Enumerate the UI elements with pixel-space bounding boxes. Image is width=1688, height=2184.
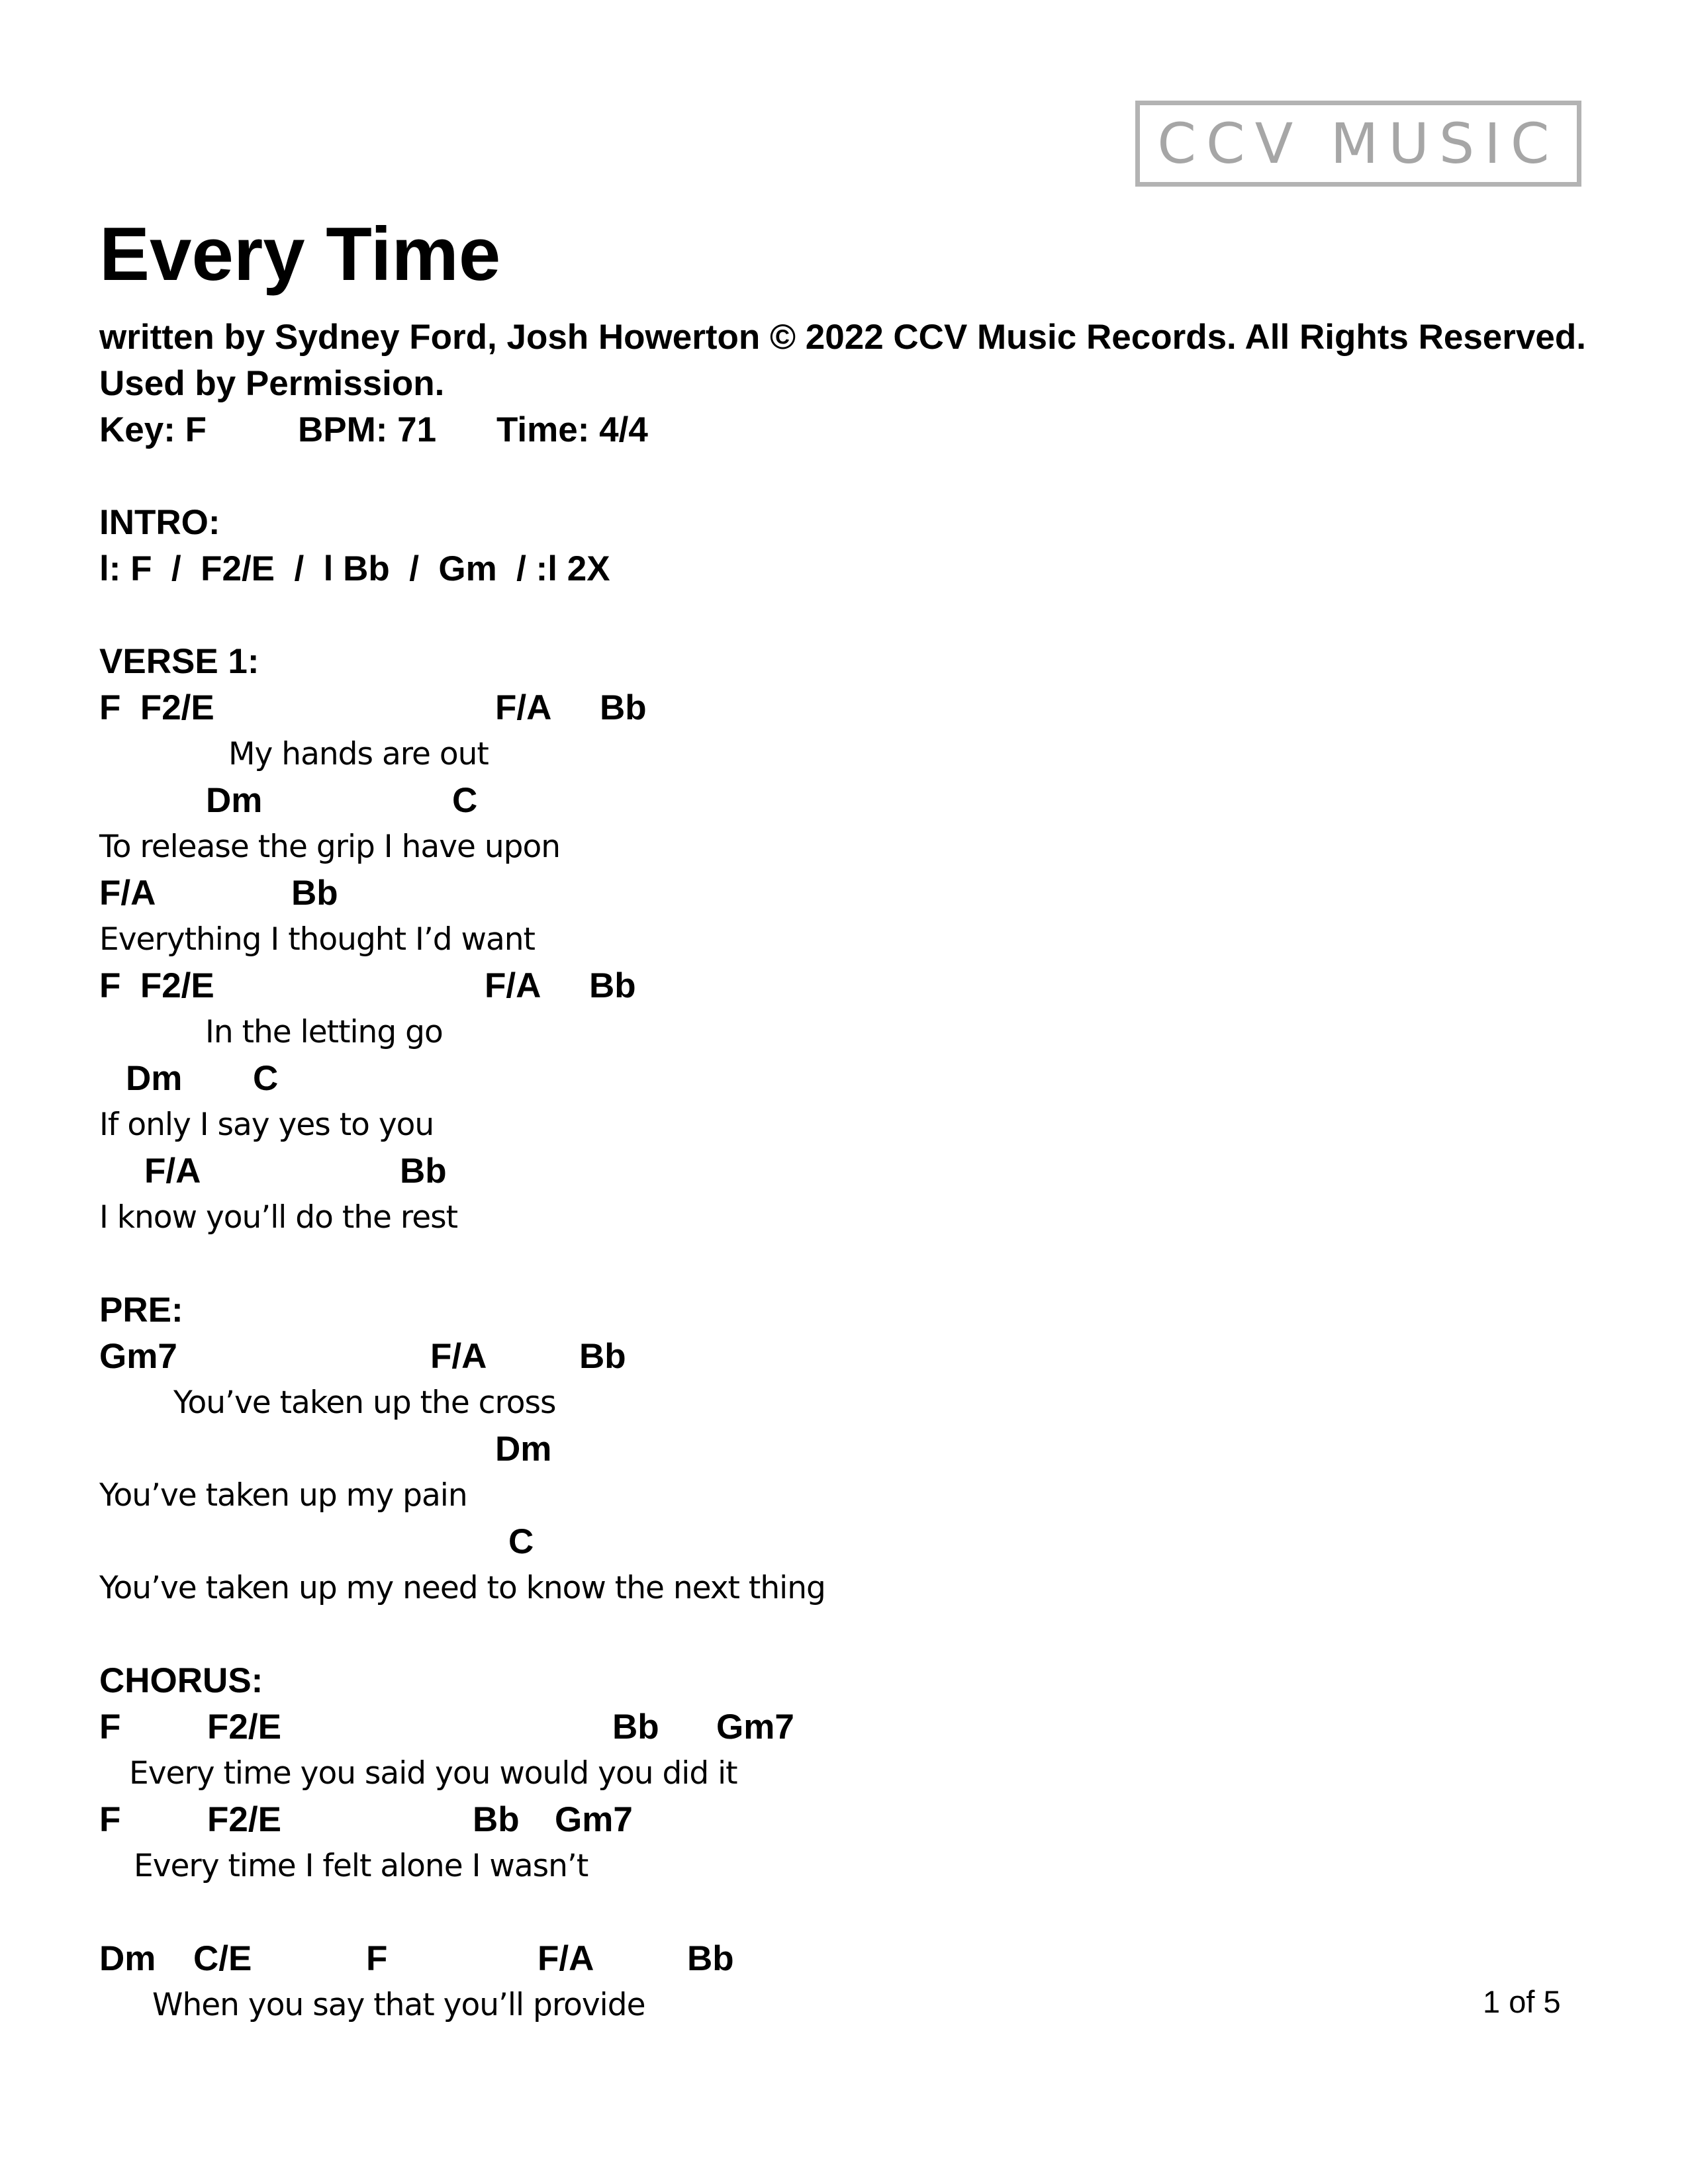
song-key: Key: F	[99, 410, 207, 449]
section-label-verse-1: VERSE 1:	[99, 642, 259, 681]
chord: Gm7	[555, 1800, 633, 1839]
chord: F F2/E	[99, 688, 214, 727]
chord: C	[253, 1059, 279, 1098]
chord: Gm7	[716, 1707, 794, 1747]
song-credits: written by Sydney Ford, Josh Howerton © 2022 CCV Music Records. All Rights Reserved. Used by Permission.	[99, 318, 1586, 403]
lyric-line: I know you’ll do the rest	[99, 1199, 458, 1236]
chord: F/A	[538, 1939, 594, 1978]
lyric-line: In the letting go	[205, 1014, 443, 1050]
chord: Bb	[579, 1337, 626, 1376]
chord: Gm7	[99, 1337, 177, 1376]
song-bpm: BPM: 71	[298, 410, 437, 449]
chord: Bb	[473, 1800, 520, 1839]
song-title: Every Time	[99, 212, 501, 296]
chord: Bb	[589, 966, 636, 1005]
lyric-line: When you say that you’ll provide	[152, 1987, 645, 2023]
chord: F2/E	[207, 1707, 281, 1747]
chord: Bb	[400, 1152, 447, 1191]
chord: F F2/E	[99, 966, 214, 1005]
lyric-line: My hands are out	[228, 736, 489, 772]
chord: F/A	[495, 688, 552, 727]
lyric-line: To release the grip I have upon	[99, 829, 561, 865]
lyric-line: Every time I felt alone I wasn’t	[134, 1848, 588, 1884]
chord: F	[99, 1707, 121, 1747]
chord: Dm	[126, 1059, 183, 1098]
page-number: 1 of 5	[1483, 1984, 1561, 2019]
chord: Bb	[612, 1707, 659, 1747]
chord: F/A	[99, 874, 156, 913]
chord: Bb	[687, 1939, 734, 1978]
chord-line: l: F / F2/E / l Bb / Gm / :l 2X	[99, 549, 610, 588]
chord: F/A	[144, 1152, 201, 1191]
chord: Bb	[600, 688, 647, 727]
chord: C	[452, 781, 478, 820]
section-label-pre: PRE:	[99, 1291, 183, 1330]
chord: F	[366, 1939, 388, 1978]
lyric-line: You’ve taken up my need to know the next thing	[99, 1570, 825, 1606]
lyric-line: You’ve taken up the cross	[173, 1385, 556, 1421]
chord: F/A	[430, 1337, 487, 1376]
chord: Dm	[99, 1939, 156, 1978]
chord: Bb	[291, 874, 338, 913]
section-label-intro: INTRO:	[99, 503, 220, 542]
chord: F	[99, 1800, 121, 1839]
lyric-line: Everything I thought I’d want	[99, 921, 535, 958]
chord: Dm	[495, 1430, 552, 1469]
chord: C	[508, 1522, 534, 1561]
lyric-line: You’ve taken up my pain	[99, 1477, 467, 1514]
ccv-music-logo: CCV MUSIC	[1135, 101, 1581, 187]
chord: C/E	[193, 1939, 252, 1978]
chord: F/A	[485, 966, 541, 1005]
lyric-line: If only I say yes to you	[99, 1107, 434, 1143]
section-label-chorus: CHORUS:	[99, 1661, 263, 1700]
chord: Dm	[206, 781, 263, 820]
chord: F2/E	[207, 1800, 281, 1839]
lyric-line: Every time you said you would you did it	[129, 1755, 737, 1792]
song-time-signature: Time: 4/4	[496, 410, 648, 449]
